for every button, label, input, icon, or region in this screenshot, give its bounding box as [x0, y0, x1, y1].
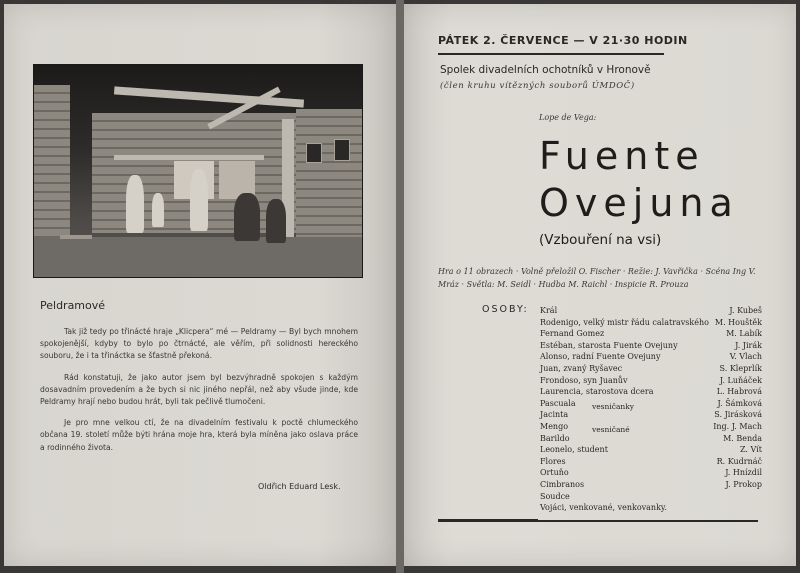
- actor: J. Kubeš: [729, 306, 762, 315]
- role: Estéban, starosta Fuente Ovejuny: [540, 340, 678, 350]
- role: Laurencia, starostova dcera: [540, 387, 654, 397]
- production-credits: Hra o 11 obrazech · Volně přeložil O. Fischer · Režie: J. Vavřička · Scéna Ing V. Mráz · Světla: M. Seidl · Hudba M. Raichl · Inspicie R. Prouza: [438, 267, 756, 289]
- foreword-text: [40, 326, 358, 463]
- cast-row: [540, 502, 762, 514]
- actor: J. Luňáček: [719, 375, 762, 385]
- role: Frondoso, syn Juanův: [540, 375, 628, 385]
- actor: Ing. J. Mach: [713, 421, 762, 431]
- performance-date: PÁTEK 2. ČERVENCE — V 21·30 HODIN: [438, 34, 688, 47]
- play-title-line2: Ovejuna: [539, 181, 739, 225]
- actor: M. Houštěk: [714, 317, 762, 327]
- role: Jacinta: [540, 410, 569, 420]
- role: Barildo: [540, 433, 570, 443]
- stage-photo: [33, 64, 363, 278]
- actor: V. Vlach: [729, 352, 762, 362]
- play-title-line1: Fuente: [539, 134, 705, 178]
- actor: S. Jirásková: [714, 410, 762, 420]
- cast-row: [540, 317, 762, 329]
- play-author: Lope de Vega:: [539, 113, 597, 122]
- actor: S. Kleprlík: [719, 363, 762, 373]
- paragraph: Je pro mne velkou ctí, že na divadelním festivalu k poctě chlumeckého občana 19. století může býti hrána moje hra, která byla míněna jako oslava práce a rodinného života.: [40, 418, 358, 452]
- society-name: Spolek divadelních ochotníků v Hronově: [440, 64, 651, 76]
- cast-list: [540, 305, 762, 514]
- paragraph: Rád konstatuji, že jako autor jsem byl bezvýhradně spokojen s každým dosavadním provedením a že bych si nic jiného nepřál, než aby všude jinde, kde Peldramy hrají nebo budou hrát, byli tak pečlivě tlumočeni.: [40, 372, 358, 407]
- actor: L. Habrová: [716, 387, 762, 397]
- role: Rodenigo, velký mistr řádu calatravského: [540, 317, 709, 327]
- cast-heading: OSOBY:: [482, 304, 529, 315]
- role: Pascuala: [540, 398, 576, 408]
- cast-row: [540, 409, 762, 421]
- actor: M. Benda: [723, 433, 762, 443]
- actor: J. Šámková: [717, 398, 762, 408]
- cast-row: [540, 351, 762, 363]
- actor: Z. Vít: [739, 445, 762, 455]
- cast-row: [540, 491, 762, 503]
- actor: R. Kudrnáč: [716, 456, 762, 466]
- actor: J. Prokop: [725, 479, 762, 489]
- role: Flores: [540, 456, 566, 466]
- cast-row: [540, 375, 762, 387]
- cast-row: [540, 328, 762, 340]
- footer-rule-accent: [438, 519, 538, 522]
- cast-row: [540, 479, 762, 491]
- actor: J. Hnízdil: [725, 468, 762, 478]
- group-label-women: vesničanky: [592, 401, 635, 411]
- role: Leonelo, student: [540, 445, 608, 455]
- cast-row: [540, 456, 762, 468]
- role: Mengo: [540, 421, 569, 431]
- role: Ortuňo: [540, 468, 569, 478]
- role: Alonso, radní Fuente Ovejuny: [540, 352, 661, 362]
- role: Juan, zvaný Ryšavec: [540, 363, 623, 373]
- cast-row: [540, 421, 762, 433]
- cast-row: [540, 398, 762, 410]
- cast-row: [540, 467, 762, 479]
- group-label-men: vesničané: [592, 424, 630, 434]
- cast-row: [540, 386, 762, 398]
- play-subtitle: (Vzbouření na vsi): [539, 232, 662, 248]
- signature: Oldřich Eduard Lesk.: [258, 482, 341, 491]
- role: Fernand Gomez: [540, 329, 605, 339]
- section-title: Peldramové: [40, 299, 106, 312]
- paragraph: Tak již tedy po třinácté hraje „Klicpera“ mé — Peldramy — Byl bych mnohem spokojenější, kdyby to bylo po čtrnácté, ale věřím, při solidnosti hereckého souboru, že i ta třináctka se šťastně překoná.: [40, 327, 358, 361]
- header-rule: [438, 53, 664, 55]
- book-gutter: [396, 0, 404, 573]
- actor: J. Jirák: [735, 340, 762, 350]
- cast-row: [540, 363, 762, 375]
- society-subtitle: (člen kruhu vítězných souborů ÚMDOČ): [440, 81, 635, 91]
- role: Král: [540, 306, 558, 315]
- cast-row: [540, 340, 762, 352]
- role: Vojáci, venkované, venkovanky.: [540, 503, 667, 513]
- role: Cimbranos: [540, 479, 585, 489]
- role: Soudce: [540, 491, 570, 501]
- cast-row: [540, 305, 762, 317]
- cast-row: [540, 444, 762, 456]
- cast-row: [540, 433, 762, 445]
- actor: M. Labík: [726, 329, 762, 339]
